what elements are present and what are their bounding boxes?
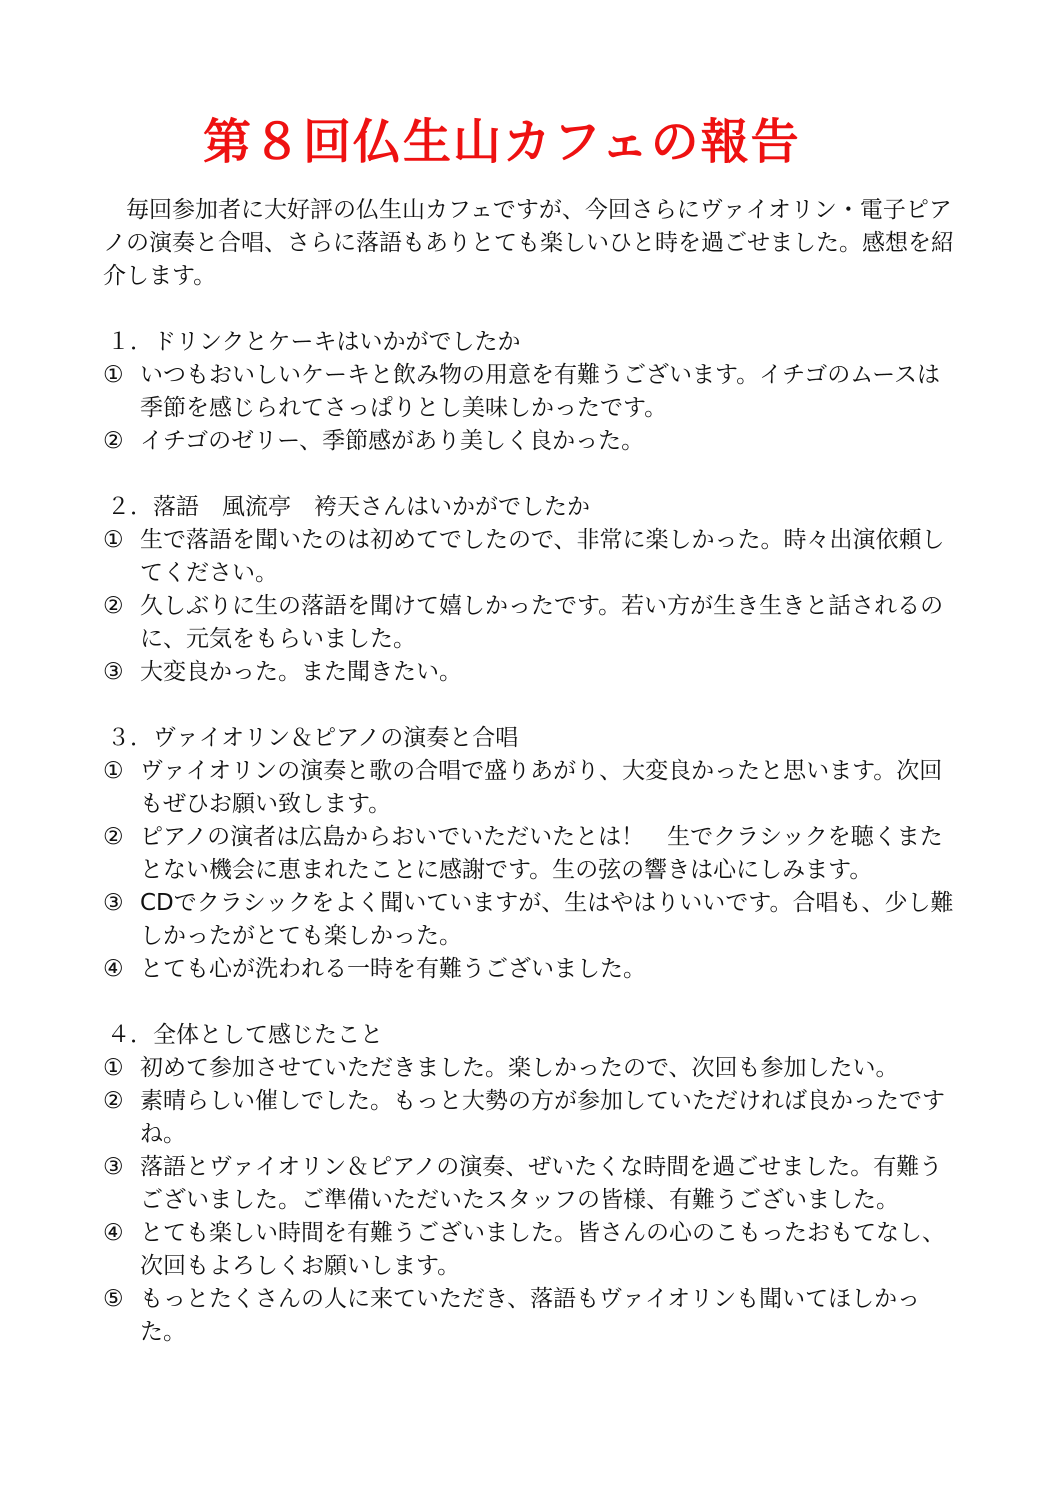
feedback-list [103,359,960,458]
item-text: とても心が洗われる一時を有難うございました。 [140,956,646,982]
item-number: ③ [103,659,124,685]
item-text: いつもおいしいケーキと飲み物の用意を有難うございます。イチゴのムースは季節を感じられてさっぱりとし美味しかったです。 [140,362,940,421]
feedback-list [103,524,960,689]
item-number: ④ [103,956,124,982]
item-number: ④ [103,1220,124,1246]
list-item [103,953,960,986]
item-text: 生で落語を聞いたのは初めてでしたので、非常に楽しかった。時々出演依頼してください。 [140,527,945,586]
page-title: 第８回仏生山カフェの報告 [203,114,801,170]
item-text: ピアノの演者は広島からおいでいただいたとは！ 生でクラシックを聴くまたとない機会に恵まれたことに感謝です。生の弦の響きは心にしみます。 [140,824,943,883]
list-item [103,656,960,689]
section-heading: ４．全体として感じたこと [107,1022,383,1048]
item-text: もっとたくさんの人に来ていただき、落語もヴァイオリンも聞いてほしかった。 [140,1286,921,1345]
item-text: 大変良かった。また聞きたい。 [140,659,462,685]
item-number: ① [103,362,124,388]
list-item [103,1052,960,1085]
section-rakugo [103,491,960,689]
item-number: ① [103,1055,124,1081]
item-text: 久しぶりに生の落語を聞けて嬉しかったです。若い方が生き生きと話されるのに、元気をもらいました。 [140,593,944,652]
item-text: CDでクラシックをよく聞いていますが、生はやはりいいです。合唱も、少し難しかったがとても楽しかった。 [140,890,954,949]
list-item [103,590,960,656]
item-number: ⑤ [103,1286,124,1312]
item-number: ② [103,428,124,454]
item-text: ヴァイオリンの演奏と歌の合唱で盛りあがり、大変良かったと思います。次回もぜひお願い致します。 [140,758,943,817]
list-item [103,1085,960,1151]
list-item [103,1283,960,1349]
item-text: 落語とヴァイオリン＆ピアノの演奏、ぜいたくな時間を過ごせました。有難うございました。ご準備いただいたスタッフの皆様、有難うございました。 [140,1154,943,1213]
list-item [103,821,960,887]
list-item [103,887,960,953]
section-overall [103,1019,960,1349]
feedback-list [103,1052,960,1349]
list-item [103,1217,960,1283]
item-number: ② [103,1088,124,1114]
item-text: 素晴らしい催しでした。もっと大勢の方が参加していただければ良かったですね。 [140,1088,945,1147]
item-number: ③ [103,1154,124,1180]
list-item [103,1151,960,1217]
section-violin-piano [103,722,960,986]
section-heading: ３．ヴァイオリン＆ピアノの演奏と合唱 [107,725,519,751]
item-number: ② [103,593,124,619]
list-item [103,425,960,458]
section-drinks-cake [103,326,960,458]
list-item [103,755,960,821]
item-number: ② [103,824,124,850]
feedback-list [103,755,960,986]
section-heading: ２．落語 風流亭 袴天さんはいかがでしたか [107,494,590,520]
item-number: ① [103,527,124,553]
section-heading: １．ドリンクとケーキはいかがでしたか [107,329,521,355]
intro-paragraph: 毎回参加者に大好評の仏生山カフェですが、今回さらにヴァイオリン・電子ピアノの演奏と合唱、さらに落語もありとても楽しいひと時を過ごせました。感想を紹介します。 [103,197,954,289]
list-item [103,359,960,425]
item-text: イチゴのゼリー、季節感があり美しく良かった。 [140,428,645,454]
list-item [103,524,960,590]
item-number: ① [103,758,124,784]
item-text: とても楽しい時間を有難うございました。皆さんの心のこもったおもてなし、次回もよろしくお願いします。 [140,1220,945,1279]
item-text: 初めて参加させていただきました。楽しかったので、次回も参加したい。 [140,1055,899,1081]
item-number: ③ [103,890,124,916]
